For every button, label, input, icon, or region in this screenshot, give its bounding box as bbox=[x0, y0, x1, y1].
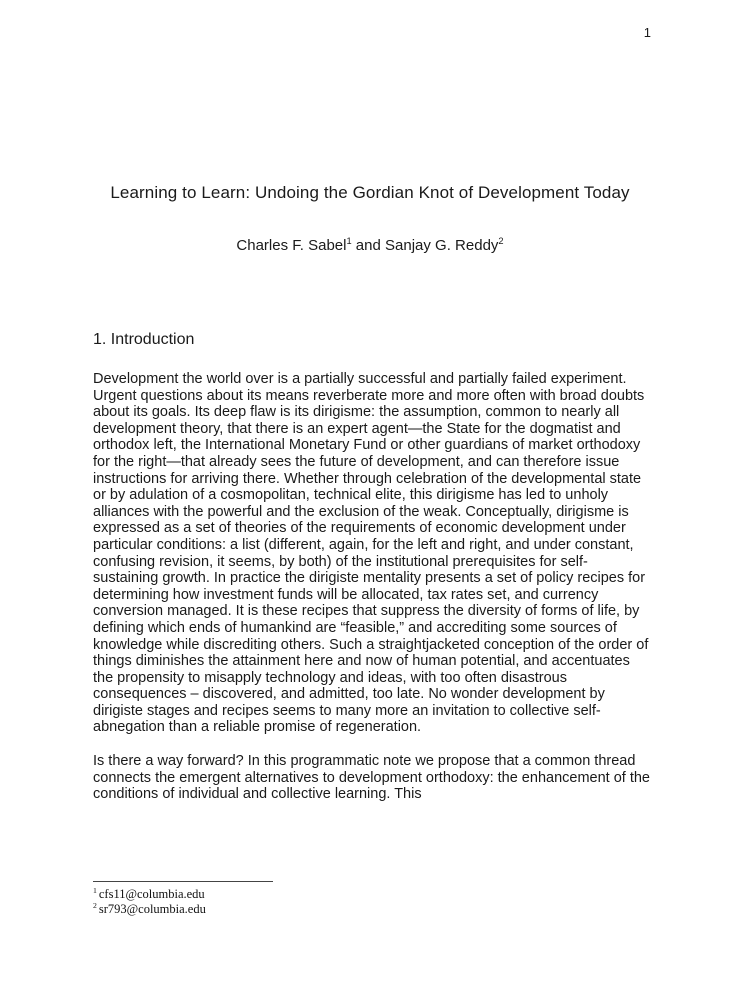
author-2-footnote-marker: 2 bbox=[498, 236, 504, 246]
footnote-1 bbox=[93, 887, 650, 902]
paragraph-2: Is there a way forward? In this programmatic note we propose that a common thread connects the emergent alternatives to development orthodoxy: the enhancement of the conditions of individual and collective learning. This bbox=[93, 753, 650, 803]
page-number: 1 bbox=[643, 25, 651, 40]
footnotes-block bbox=[93, 881, 650, 917]
authors-joiner: and bbox=[351, 237, 386, 254]
body-text-column bbox=[93, 331, 650, 803]
paragraph-1: Development the world over is a partially successful and partially failed experiment. Urgent questions about its means reverberate more and more often with broad doubts about its goals. Its deep flaw is its dirigisme: the assumption, common to nearly all development theory, that there is an expert agent—the State for the dogmatist and orthodox left, the International Monetary Fund or other guardians of market orthodoxy for the right—that already sees the future of development, and can therefore issue instructions for arriving there. Whether through celebration of the developmental state or by adulation of a cosmopolitan, technical elite, this dirigisme has led to unholy alliances with the powerful and the exclusion of the weak. Conceptually, dirigisme is expressed as a set of theories of the requirements of economic development under particular conditions: a list (different, again, for the left and right, and under constant, confusing revision, it seems, by both) of the institutional prerequisites for self-sustaining growth. In practice the dirigiste mentality presents a set of policy recipes for determining how investment funds will be allocated, tax rates set, and currency conversion managed. It is these recipes that suppress the diversity of forms of life, by defining which ends of humankind are “feasible,” and accrediting some sources of knowledge while discrediting others. Such a straightjacketed conception of the order of things diminishes the attainment here and now of human potential, and accentuates the propensity to misapply technology and ideas, with too often disastrous consequences – discovered, and admitted, too late. No wonder development by dirigiste stages and recipes seems to many more an invitation to collective self-abnegation than a reliable promise of regeneration. bbox=[93, 371, 649, 736]
footnote-1-text: cfs11@columbia.edu bbox=[98, 887, 205, 901]
author-2: Sanjay G. Reddy bbox=[385, 237, 499, 254]
footnote-2 bbox=[93, 902, 650, 917]
footnote-2-text: sr793@columbia.edu bbox=[98, 902, 206, 916]
author-1-footnote-marker: 1 bbox=[346, 236, 352, 246]
footnote-2-marker: 2 bbox=[93, 900, 97, 910]
authors-line bbox=[45, 237, 695, 254]
footnote-1-marker: 1 bbox=[93, 885, 97, 895]
section-heading-introduction: 1. Introduction bbox=[93, 331, 195, 348]
footnote-separator-rule bbox=[93, 881, 273, 882]
paper-title: Learning to Learn: Undoing the Gordian Knot of Development Today bbox=[110, 183, 630, 202]
author-1: Charles F. Sabel bbox=[236, 237, 347, 254]
